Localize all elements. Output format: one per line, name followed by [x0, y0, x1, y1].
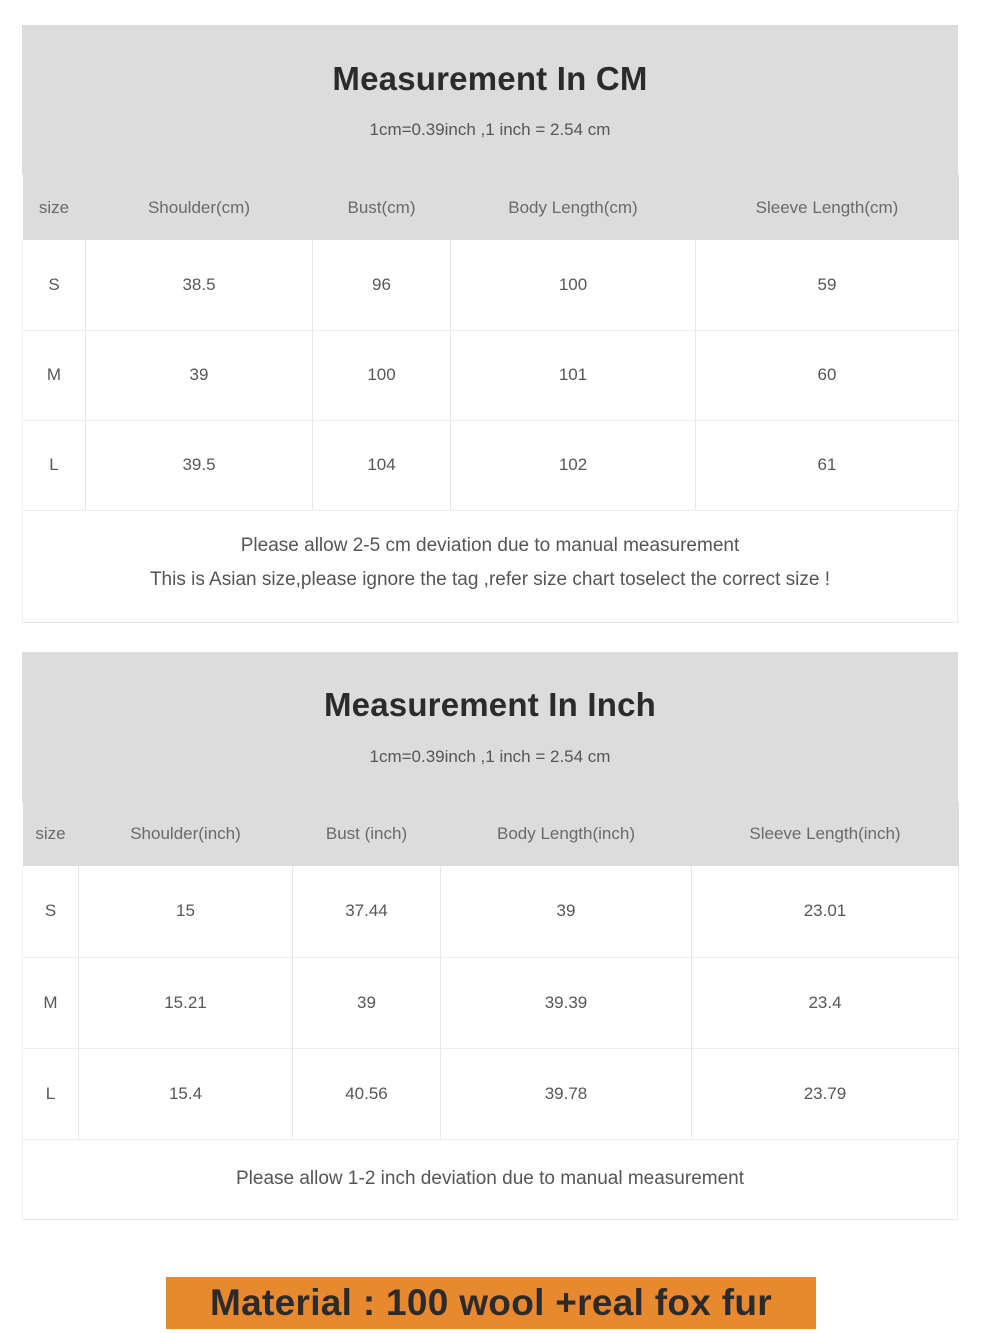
- cm-row-s-body-length: 100: [451, 240, 696, 330]
- cm-header-shoulder: Shoulder(cm): [147, 197, 251, 217]
- cm-row-l-body-length: 102: [451, 420, 696, 510]
- inch-row-s-bust: 37.44: [293, 866, 441, 957]
- cm-table-head: [23, 175, 959, 240]
- cm-header-body-length: Body Length(cm): [508, 197, 638, 217]
- inch-row-m-shoulder: 15.21: [79, 957, 293, 1048]
- inch-header-size: size: [35, 824, 66, 843]
- cm-note-deviation: Please allow 2-5 cm deviation due to manual measurement: [240, 534, 740, 556]
- inch-row-l-sleeve-length: 23.79: [692, 1048, 959, 1139]
- inch-notes-box: [22, 1140, 958, 1220]
- inch-row-m-size: M: [23, 957, 79, 1048]
- table-row: [23, 240, 959, 330]
- inch-row-l-size: L: [23, 1048, 79, 1139]
- inch-section-header-band: [22, 652, 958, 802]
- inch-row-m-bust: 39: [293, 957, 441, 1048]
- cm-measurement-section: [22, 25, 958, 623]
- inch-header-sleeve-length: Sleeve Length(inch): [749, 824, 901, 843]
- cm-row-m-body-length: 101: [451, 330, 696, 420]
- table-row: [23, 1048, 959, 1139]
- inch-row-m-sleeve-length: 23.4: [692, 957, 959, 1048]
- cm-header-bust: Bust(cm): [347, 197, 416, 217]
- inch-row-s-body-length: 39: [441, 866, 692, 957]
- inch-row-m-body-length: 39.39: [441, 957, 692, 1048]
- material-banner: [166, 1277, 816, 1329]
- cm-section-header-band: [22, 25, 958, 175]
- cm-row-l-shoulder: 39.5: [86, 420, 313, 510]
- cm-note-asian-size: This is Asian size,please ignore the tag ,refer size chart toselect the correct size !: [149, 568, 831, 590]
- inch-row-s-sleeve-length: 23.01: [692, 866, 959, 957]
- inch-header-shoulder: Shoulder(inch): [130, 824, 241, 843]
- inch-table-header-row: [23, 802, 959, 866]
- cm-notes-box: [22, 511, 958, 623]
- inch-section-title: Measurement In Inch: [323, 686, 657, 723]
- table-row: [23, 957, 959, 1048]
- table-row: [23, 866, 959, 957]
- cm-row-l-size: L: [23, 420, 86, 510]
- cm-row-l-bust: 104: [313, 420, 451, 510]
- inch-row-l-bust: 40.56: [293, 1048, 441, 1139]
- inch-row-l-body-length: 39.78: [441, 1048, 692, 1139]
- cm-row-m-size: M: [23, 330, 86, 420]
- cm-table-body: [23, 240, 959, 510]
- cm-row-m-bust: 100: [313, 330, 451, 420]
- cm-row-l-sleeve-length: 61: [696, 420, 959, 510]
- cm-section-subtitle: 1cm=0.39inch ,1 inch = 2.54 cm: [369, 120, 611, 139]
- inch-measurement-section: [22, 652, 958, 1220]
- inch-table-head: [23, 802, 959, 866]
- inch-table-body: [23, 866, 959, 1139]
- cm-row-m-shoulder: 39: [86, 330, 313, 420]
- table-row: [23, 330, 959, 420]
- cm-size-table: [22, 175, 959, 511]
- inch-size-table: [22, 802, 959, 1140]
- cm-row-m-sleeve-length: 60: [696, 330, 959, 420]
- inch-header-bust: Bust (inch): [325, 824, 408, 843]
- cm-row-s-shoulder: 38.5: [86, 240, 313, 330]
- inch-header-body-length: Body Length(inch): [497, 824, 635, 843]
- cm-row-s-bust: 96: [313, 240, 451, 330]
- cm-section-title: Measurement In CM: [332, 60, 648, 97]
- table-row: [23, 420, 959, 510]
- cm-header-sleeve-length: Sleeve Length(cm): [755, 197, 899, 217]
- inch-row-s-size: S: [23, 866, 79, 957]
- inch-row-l-shoulder: 15.4: [79, 1048, 293, 1139]
- inch-note-deviation: Please allow 1-2 inch deviation due to manual measurement: [235, 1167, 745, 1189]
- inch-section-subtitle: 1cm=0.39inch ,1 inch = 2.54 cm: [369, 747, 611, 766]
- material-banner-text: Material : 100 wool +real fox fur: [210, 1282, 772, 1323]
- cm-table-header-row: [23, 175, 959, 240]
- cm-row-s-size: S: [23, 240, 86, 330]
- inch-row-s-shoulder: 15: [79, 866, 293, 957]
- cm-header-size: size: [38, 197, 70, 217]
- cm-row-s-sleeve-length: 59: [696, 240, 959, 330]
